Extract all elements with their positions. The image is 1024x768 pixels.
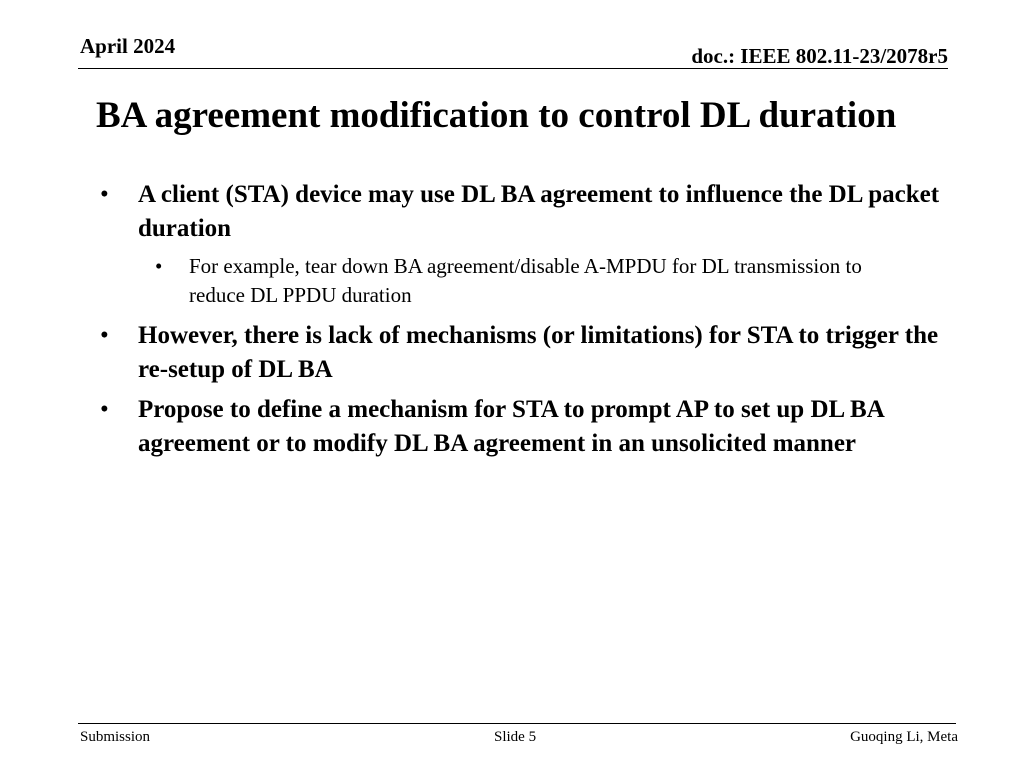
bullet-item: [100, 393, 970, 461]
bullet-icon: •: [100, 322, 109, 349]
sub-bullet-text: For example, tear down BA agreement/disable A-MPDU for DL transmission to reduce DL PPDU duration: [189, 254, 862, 307]
header-date: April 2024: [80, 34, 176, 58]
slide-title: BA agreement modification to control DL duration: [96, 95, 897, 136]
bullet-text: Propose to define a mechanism for STA to prompt AP to set up DL BA agreement or to modify DL BA agreement in an unsolicited manner: [138, 396, 884, 457]
bullet-text: A client (STA) device may use DL BA agreement to influence the DL packet duration: [138, 181, 940, 242]
sub-bullet-item: [100, 252, 889, 310]
bullet-item: [100, 178, 970, 246]
footer-divider: [78, 723, 956, 724]
slide-content: [100, 178, 970, 467]
bullet-item: [100, 319, 970, 387]
bullet-text: However, there is lack of mechanisms (or limitations) for STA to trigger the re-setup of DL BA: [138, 322, 939, 383]
footer-author: Guoqing Li, Meta: [850, 729, 958, 745]
bullet-icon: •: [100, 181, 109, 208]
bullet-icon: •: [100, 396, 109, 423]
bullet-icon: •: [155, 254, 163, 278]
footer-slide-number: Slide 5: [494, 729, 537, 745]
header-doc-id: doc.: IEEE 802.11-23/2078r5: [691, 44, 948, 68]
header-divider: [78, 68, 948, 69]
footer-submission: Submission: [80, 729, 151, 745]
